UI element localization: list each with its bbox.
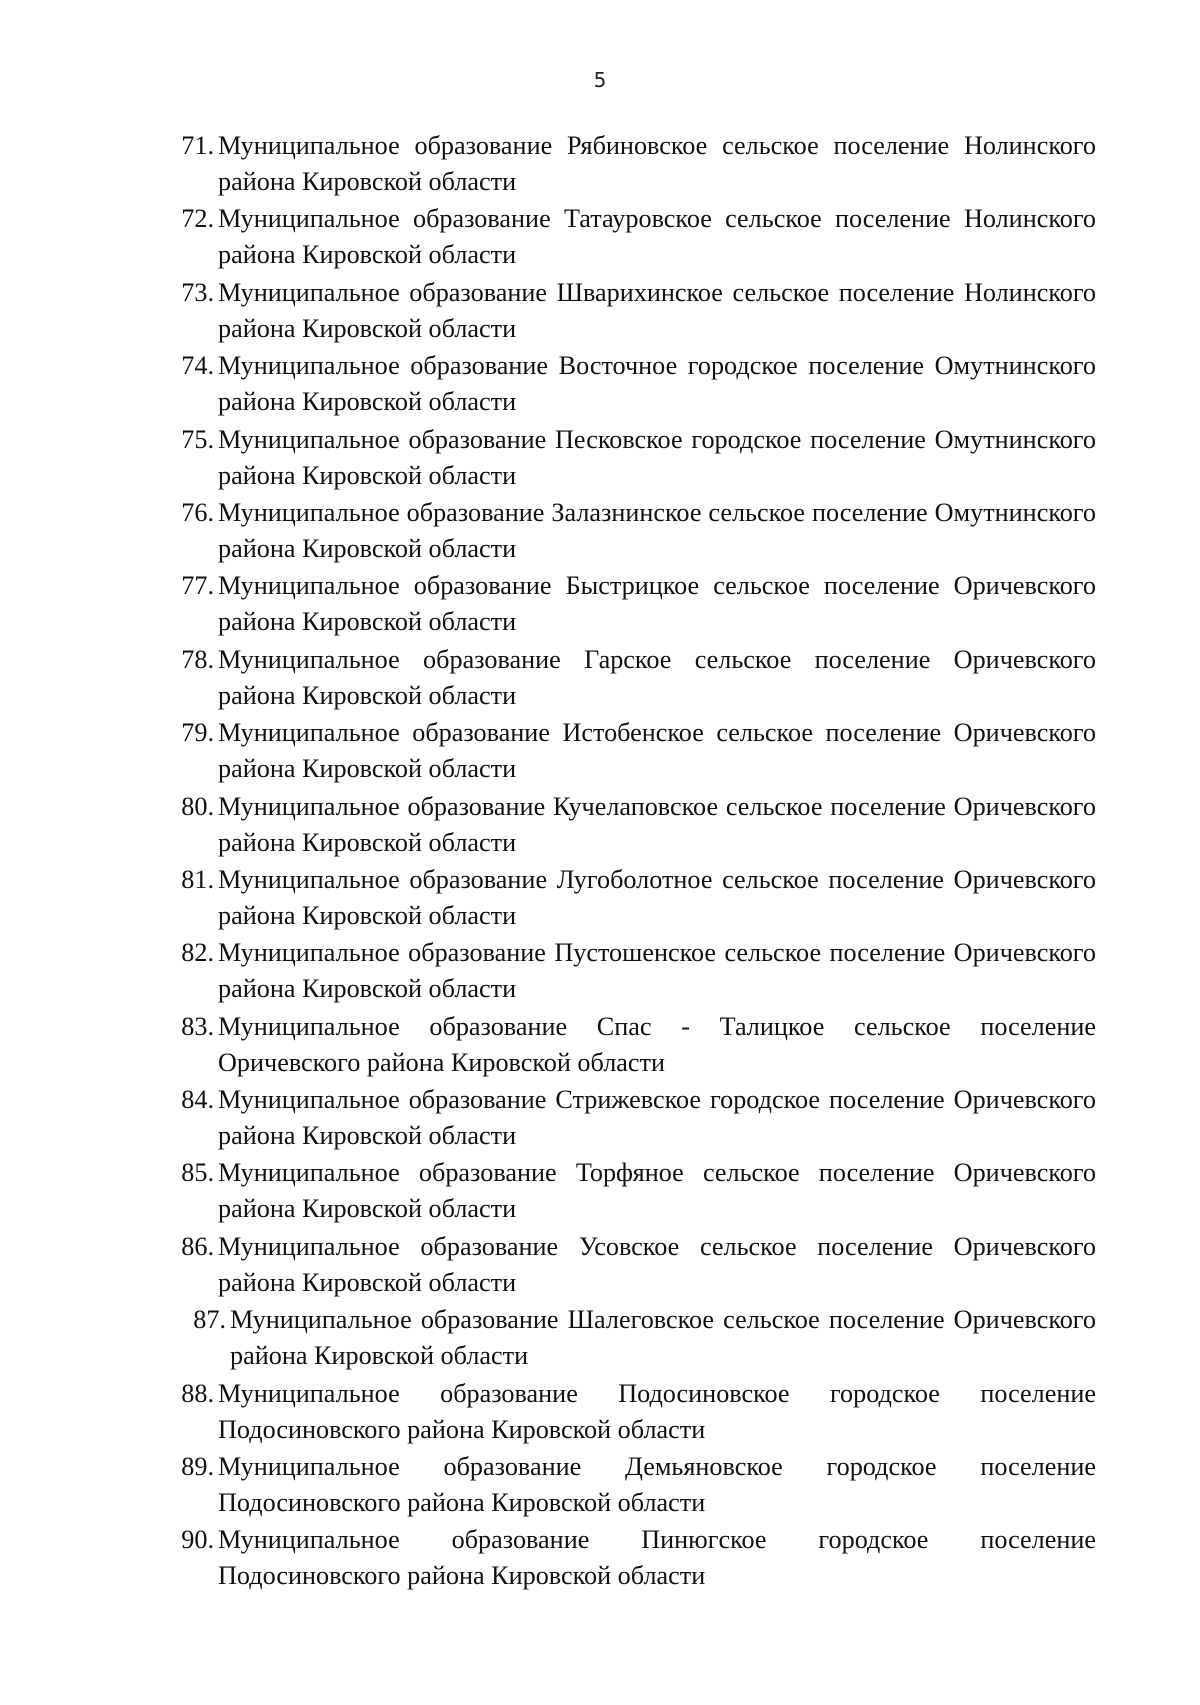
item-number: 84.: [181, 1085, 214, 1115]
item-text: Муниципальное образование Лугоболотное сельское поселение Оричевского района Кировской области: [218, 864, 1096, 930]
item-text: Муниципальное образование Усовское сельское поселение Оричевского района Кировской области: [218, 1231, 1096, 1297]
list-item: [170, 348, 1096, 420]
list-item: [170, 1522, 1096, 1594]
item-number: 77.: [181, 571, 214, 601]
item-text: Муниципальное образование Истобенское сельское поселение Оричевского района Кировской области: [218, 718, 1096, 784]
item-number: 85.: [181, 1158, 214, 1188]
item-number: 90.: [181, 1525, 214, 1555]
item-number: 80.: [181, 791, 214, 821]
item-text: Муниципальное образование Быстрицкое сельское поселение Оричевского района Кировской области: [218, 571, 1096, 637]
list-item: [170, 422, 1096, 494]
item-number: 81.: [181, 864, 214, 894]
item-text: Муниципальное образование Шварихинское сельское поселение Нолинского района Кировской области: [218, 277, 1096, 343]
item-number: 89.: [181, 1452, 214, 1482]
item-number: 74.: [181, 351, 214, 381]
item-number: 86.: [181, 1231, 214, 1261]
item-number: 73.: [181, 277, 214, 307]
list-item: [170, 201, 1096, 273]
item-number: 88.: [181, 1378, 214, 1408]
list-item: [170, 862, 1096, 934]
item-text: Муниципальное образование Шалеговское сельское поселение Оричевского района Кировской области: [230, 1305, 1096, 1371]
item-text: Муниципальное образование Песковское городское поселение Омутнинского района Кировской области: [218, 424, 1096, 490]
item-number: 72.: [181, 204, 214, 234]
municipality-list: [170, 128, 1096, 1596]
list-item: [170, 715, 1096, 787]
item-text: Муниципальное образование Пинюгское городское поселение Подосиновского района Кировской области: [218, 1525, 1096, 1591]
item-text: Муниципальное образование Стрижевское городское поселение Оричевского района Кировской области: [218, 1085, 1096, 1151]
item-text: Муниципальное образование Татауровское сельское поселение Нолинского района Кировской области: [218, 204, 1096, 270]
item-number: 78.: [181, 644, 214, 674]
list-item: [170, 642, 1096, 714]
item-text: Муниципальное образование Спас - Талицкое сельское поселение Оричевского района Кировской области: [218, 1011, 1096, 1077]
item-text: Муниципальное образование Гарское сельское поселение Оричевского района Кировской области: [218, 644, 1096, 710]
item-number: 76.: [181, 497, 214, 527]
list-item: [170, 789, 1096, 861]
list-item: [170, 1449, 1096, 1521]
item-number: 83.: [181, 1011, 214, 1041]
item-number: 75.: [181, 424, 214, 454]
list-item: [170, 495, 1096, 567]
item-number: 87.: [193, 1305, 226, 1335]
list-item: [170, 1302, 1096, 1374]
page-number: 5: [593, 68, 607, 92]
item-text: Муниципальное образование Восточное городское поселение Омутнинского района Кировской области: [218, 351, 1096, 417]
list-item: [170, 935, 1096, 1007]
item-text: Муниципальное образование Кучелаповское сельское поселение Оричевского района Кировской области: [218, 791, 1096, 857]
list-item: [170, 128, 1096, 200]
list-item: [170, 1082, 1096, 1154]
list-item: [170, 1009, 1096, 1081]
item-text: Муниципальное образование Залазнинское сельское поселение Омутнинского района Кировской области: [218, 497, 1096, 563]
item-text: Муниципальное образование Торфяное сельское поселение Оричевского района Кировской области: [218, 1158, 1096, 1224]
item-text: Муниципальное образование Подосиновское городское поселение Подосиновского района Кировской области: [218, 1378, 1096, 1444]
list-item: [170, 275, 1096, 347]
item-number: 71.: [181, 131, 214, 160]
list-item: [170, 1229, 1096, 1301]
item-text: Муниципальное образование Пустошенское сельское поселение Оричевского района Кировской области: [218, 938, 1096, 1004]
list-item: [170, 1376, 1096, 1448]
list-item: [170, 568, 1096, 640]
list-item: [170, 1155, 1096, 1227]
item-text: Муниципальное образование Демьяновское городское поселение Подосиновского района Кировской области: [218, 1452, 1096, 1518]
item-number: 79.: [181, 718, 214, 748]
item-text: Муниципальное образование Рябиновское сельское поселение Нолинского района Кировской области: [218, 131, 1096, 196]
item-number: 82.: [181, 938, 214, 968]
